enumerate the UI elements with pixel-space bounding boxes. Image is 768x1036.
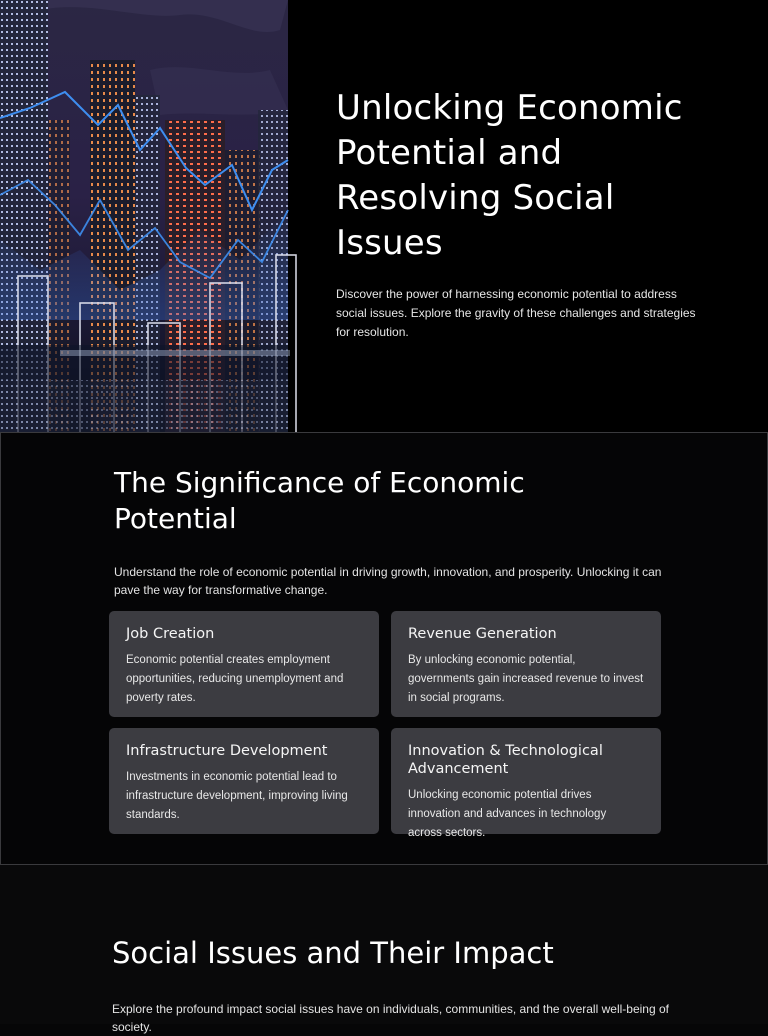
- hero-section: [0, 0, 768, 432]
- card-innovation-technology: [391, 728, 661, 839]
- card-infrastructure-development: [109, 728, 379, 834]
- card-title: Revenue Generation: [408, 626, 557, 642]
- significance-section: [0, 432, 768, 865]
- hero-title: Unlocking Economic Potential and Resolving Social Issues: [336, 88, 683, 263]
- social-issues-description: Explore the profound impact social issues have on individuals, communities, and the overall well-being of society.: [112, 1002, 669, 1034]
- significance-title: The Significance of Economic Potential: [114, 466, 525, 535]
- social-issues-title: Social Issues and Their Impact: [112, 936, 554, 970]
- card-description: Investments in economic potential lead to infrastructure development, improving living standards.: [126, 771, 348, 821]
- card-job-creation: [109, 611, 379, 717]
- card-description: Economic potential creates employment opportunities, reducing unemployment and poverty rates.: [126, 654, 344, 704]
- significance-description: Understand the role of economic potential in driving growth, innovation, and prosperity. Unlocking it can pave the way for transformative change.: [114, 565, 662, 597]
- card-description: Unlocking economic potential drives innovation and advances in technology across sectors.: [408, 789, 607, 839]
- social-issues-section: [0, 865, 768, 1034]
- card-revenue-generation: [391, 611, 661, 717]
- card-description: By unlocking economic potential, governments gain increased revenue to invest in social programs.: [408, 654, 644, 704]
- hero-text: [336, 86, 716, 342]
- card-title: Innovation & Technological Advancement: [408, 743, 603, 777]
- city-skyline-chart-image: [0, 0, 288, 432]
- hero-illustration: [0, 0, 288, 432]
- card-title: Infrastructure Development: [126, 743, 328, 759]
- card-title: Job Creation: [126, 626, 215, 642]
- hero-description: Discover the power of harnessing economic potential to address social issues. Explore the gravity of these challenges and strategies for resolution.: [336, 287, 696, 339]
